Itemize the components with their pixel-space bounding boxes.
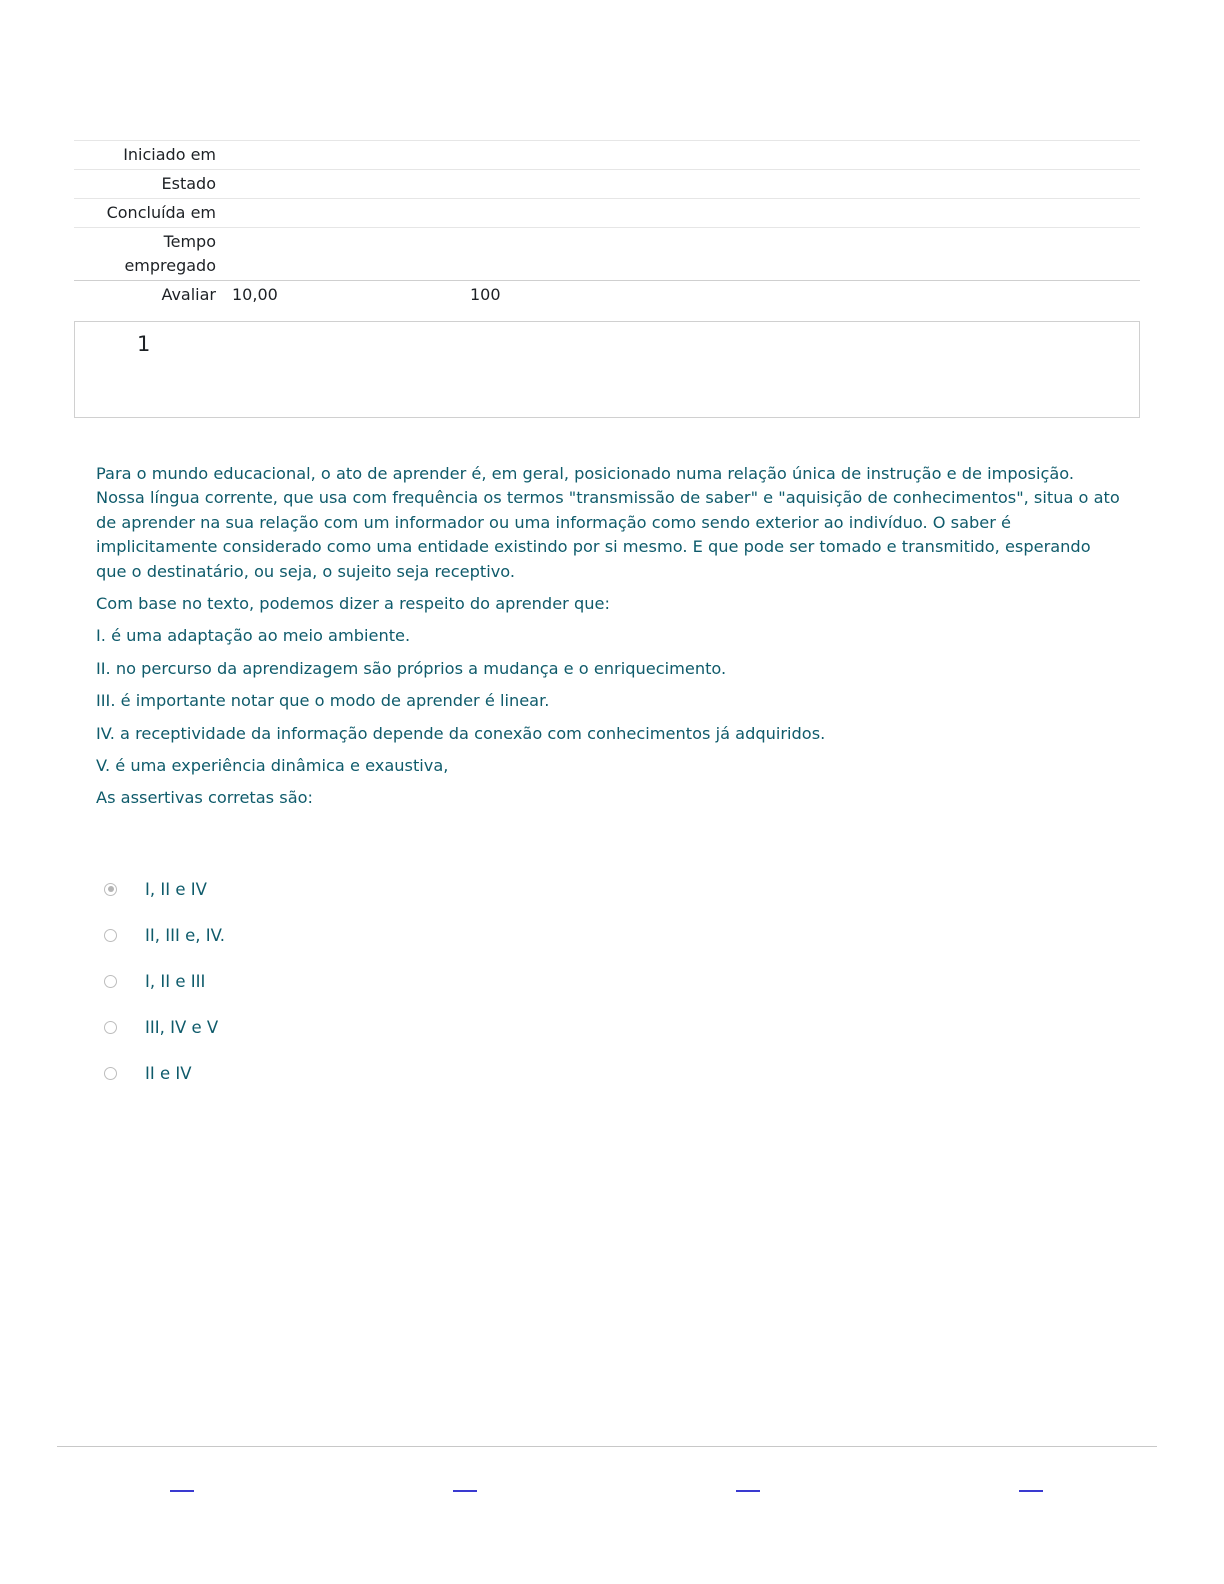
answer-option-b[interactable]: [104, 912, 225, 958]
answer-options: [104, 866, 225, 1096]
footer-divider: [57, 1446, 1157, 1447]
radio-button-c[interactable]: [104, 975, 117, 988]
summary-value-grade: [232, 283, 501, 307]
answer-option-e[interactable]: [104, 1050, 225, 1096]
footer-link-3[interactable]: [736, 1490, 760, 1492]
question-text: [96, 462, 1126, 819]
question-paragraph-intro: Para o mundo educacional, o ato de aprender é, em geral, posicionado numa relação única de instrução e de imposição. Nossa língua corrente, que usa com frequência os termos "transmissão de saber" e "aquisição de conhecimentos", situa o ato de aprender na sua relação com um informador ou uma informação como sendo exterior ao indivíduo. O saber é implicitamente considerado como uma entidade existindo por si mesmo. E que pode ser tomado e transmitido, esperando que o destinatário, ou seja, o sujeito seja receptivo.: [96, 464, 1120, 581]
summary-row-grade: [74, 281, 1140, 309]
summary-row-state: [74, 170, 1140, 199]
question-paragraph-ask: As assertivas corretas são:: [96, 788, 313, 808]
summary-row-time-taken: [74, 228, 1140, 281]
footer-link-1[interactable]: [170, 1490, 194, 1492]
summary-label-grade: Avaliar: [161, 285, 216, 304]
answer-label-d: III, IV e V: [145, 1017, 219, 1037]
radio-button-b[interactable]: [104, 929, 117, 942]
question-statement-1: I. é uma adaptação ao meio ambiente.: [96, 626, 411, 646]
grade-value: 10,00: [232, 285, 278, 304]
question-statement-3: III. é importante notar que o modo de aprender é linear.: [96, 691, 550, 711]
answer-label-c: I, II e III: [145, 971, 206, 991]
answer-label-b: II, III e, IV.: [145, 925, 225, 945]
summary-label-started: Iniciado em: [123, 145, 216, 164]
summary-label-completed: Concluída em: [106, 203, 216, 222]
summary-row-completed: [74, 199, 1140, 228]
answer-option-a[interactable]: [104, 866, 225, 912]
question-statement-5: V. é uma experiência dinâmica e exaustiva,: [96, 756, 449, 776]
summary-label-state: Estado: [161, 174, 216, 193]
question-number: 1: [137, 332, 151, 356]
question-paragraph-prompt: Com base no texto, podemos dizer a respeito do aprender que:: [96, 594, 610, 614]
question-info-box: [74, 321, 1140, 418]
question-statement-2: II. no percurso da aprendizagem são próprios a mudança e o enriquecimento.: [96, 658, 727, 678]
attempt-summary-table: [74, 140, 1140, 309]
answer-option-c[interactable]: [104, 958, 225, 1004]
footer-link-4[interactable]: [1019, 1490, 1043, 1492]
radio-button-a[interactable]: [104, 883, 117, 896]
footer-link-2[interactable]: [453, 1490, 477, 1492]
grade-out-of: 100: [470, 285, 501, 304]
answer-label-e: II e IV: [145, 1063, 192, 1083]
answer-label-a: I, II e IV: [145, 879, 207, 899]
summary-row-started: [74, 141, 1140, 170]
radio-button-d[interactable]: [104, 1021, 117, 1034]
answer-option-d[interactable]: [104, 1004, 225, 1050]
question-statement-4: IV. a receptividade da informação depende da conexão com conhecimentos já adquiridos.: [96, 723, 826, 743]
summary-label-time-taken: Tempo empregado: [124, 232, 216, 275]
radio-button-e[interactable]: [104, 1067, 117, 1080]
